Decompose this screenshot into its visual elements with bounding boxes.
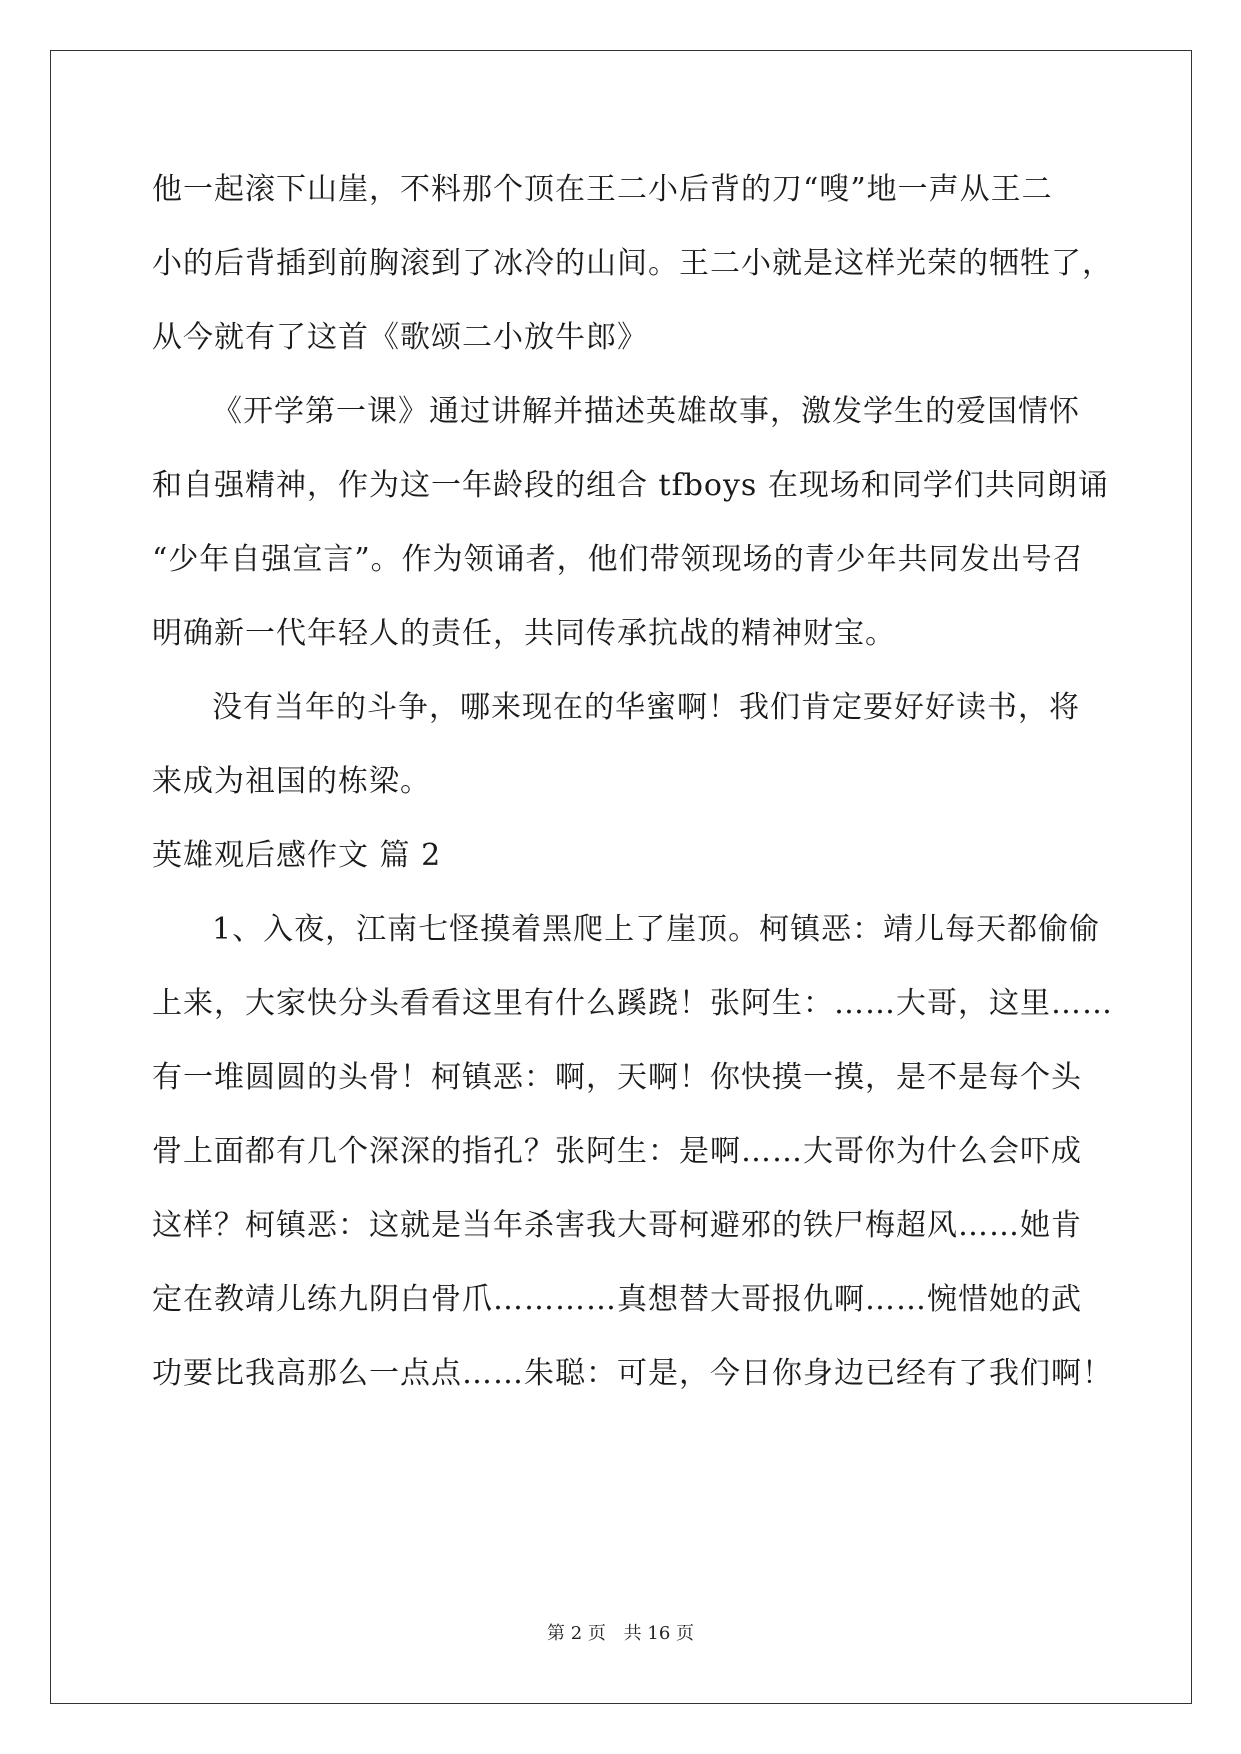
section-heading: 英雄观后感作文 篇 2: [152, 838, 442, 873]
text-line: 他一起滚下山崖，不料那个顶在王二小后背的刀“嗖”地一声从王二: [152, 172, 1053, 207]
text-line: 来成为祖国的栋梁。: [152, 764, 431, 799]
text-line: “少年自强宣言”。作为领诵者，他们带领现场的青少年共同发出号召: [152, 542, 1084, 577]
text-line: 有一堆圆圆的头骨！柯镇恶：啊，天啊！你快摸一摸，是不是每个头: [152, 1060, 1082, 1095]
paragraph-start-line: 1、入夜，江南七怪摸着黑爬上了崖顶。柯镇恶：靖儿每天都偷偷: [212, 912, 1101, 947]
text-line: 上来，大家快分头看看这里有什么蹊跷！张阿生：……大哥，这里……: [152, 986, 1113, 1021]
page-total: 共 16 页: [623, 1623, 694, 1644]
text-line: 明确新一代年轻人的责任，共同传承抗战的精神财宝。: [152, 616, 896, 651]
text-line: 功要比我高那么一点点……朱聪：可是，今日你身边已经有了我们啊！: [152, 1356, 1113, 1391]
text-line: 和自强精神，作为这一年龄段的组合 tfboys 在现场和同学们共同朗诵: [152, 468, 1109, 503]
paragraph-start-line: 《开学第一课》通过讲解并描述英雄故事，激发学生的爱国情怀: [212, 394, 1080, 429]
text-line: 骨上面都有几个深深的指孔？张阿生：是啊……大哥你为什么会吓成: [152, 1134, 1082, 1169]
text-line: 从今就有了这首《歌颂二小放牛郎》: [152, 320, 648, 355]
page-number: 第 2 页: [547, 1623, 606, 1644]
text-line: 这样？柯镇恶：这就是当年杀害我大哥柯避邪的铁尸梅超风……她肯: [152, 1208, 1082, 1243]
page-footer: [0, 1622, 1241, 1646]
paragraph-start-line: 没有当年的斗争，哪来现在的华蜜啊！我们肯定要好好读书，将: [212, 690, 1080, 725]
text-line: 小的后背插到前胸滚到了冰冷的山间。王二小就是这样光荣的牺牲了，: [152, 246, 1113, 281]
text-line: 定在教靖儿练九阴白骨爪…………真想替大哥报仇啊……惋惜她的武: [152, 1282, 1082, 1317]
